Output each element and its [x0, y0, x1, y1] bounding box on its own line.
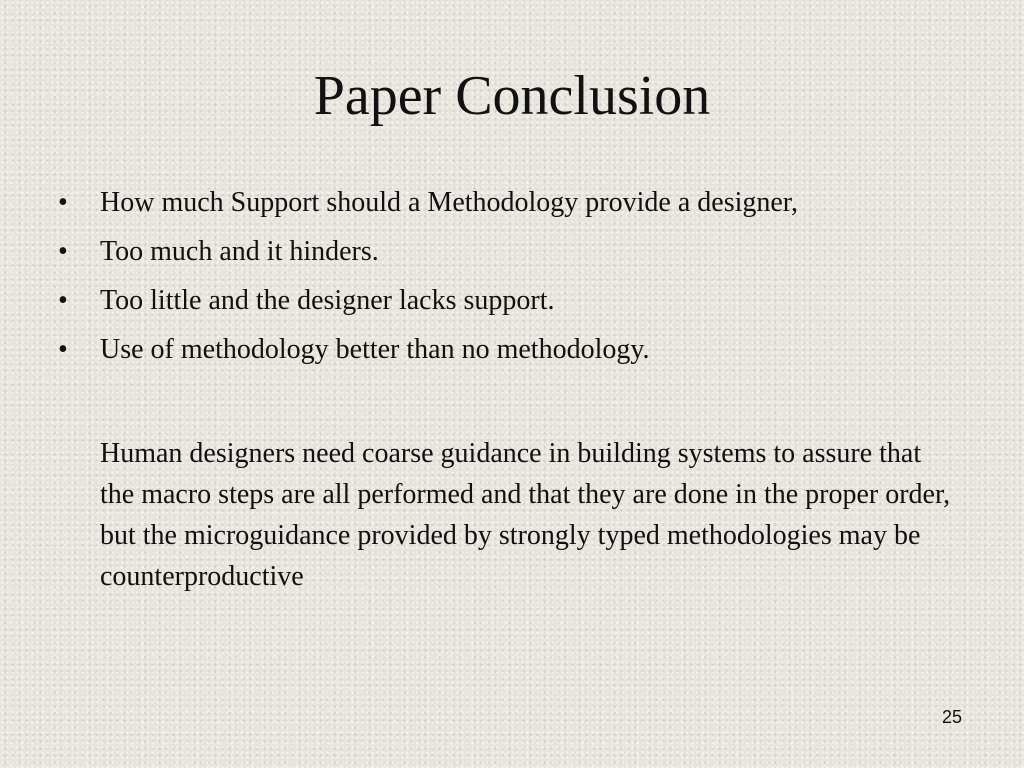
bullet-list — [58, 186, 958, 382]
bullet-item — [58, 186, 958, 220]
bullet-item — [58, 284, 958, 318]
bullet-text: Too much and it hinders. — [100, 236, 379, 267]
bullet-item — [58, 235, 958, 269]
slide-title: Paper Conclusion — [313, 65, 711, 127]
page-number: 25 — [941, 707, 962, 727]
bullet-item — [58, 333, 958, 367]
bullet-icon: • — [58, 285, 68, 316]
bullet-icon: • — [58, 187, 68, 218]
bullet-text: How much Support should a Methodology provide a designer, — [100, 187, 799, 218]
bullet-text: Use of methodology better than no methodology. — [100, 334, 650, 365]
bullet-icon: • — [58, 236, 68, 267]
conclusion-paragraph: Human designers need coarse guidance in building systems to assure that the macro steps are all performed and that they are done in the proper order, but the microguidance provided by strongly typed methodologies may be counterproductive — [100, 438, 951, 592]
bullet-icon: • — [58, 334, 68, 365]
bullet-text: Too little and the designer lacks support. — [100, 285, 555, 316]
